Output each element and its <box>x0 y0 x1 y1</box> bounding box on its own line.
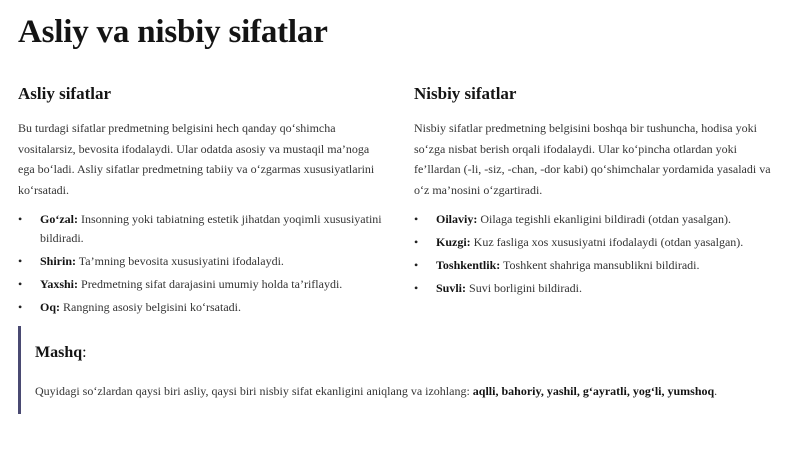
bullet-icon: • <box>18 212 23 226</box>
exercise-box <box>18 326 781 414</box>
item-term: Kuzgi: <box>436 235 471 249</box>
list-item <box>414 233 780 252</box>
item-text: Suvi borligini bildiradi. <box>466 281 583 295</box>
item-text: Predmetning sifat darajasini umumiy holda ta’riflaydi. <box>78 277 343 291</box>
bullet-icon: • <box>414 281 419 295</box>
asliy-paragraph: Bu turdagi sifatlar predmetning belgisini hech qanday qo‘shimcha vositalarsiz, bevosita ifodalaydi. Ular odatda asosiy va mustaqil ma’noga ega bo‘ladi. Asliy sifatlar predmetning tabiiy va o‘zgarmas xususiyatlarini ko‘rsatadi. <box>18 121 375 197</box>
nisbiy-section <box>414 84 780 302</box>
bullet-icon: • <box>414 235 419 249</box>
list-item <box>18 252 386 271</box>
item-text: Kuz fasliga xos xususiyatni ifodalaydi (otdan yasalgan). <box>470 235 744 249</box>
item-text: Rangning asosiy belgisini ko‘rsatadi. <box>60 300 241 314</box>
exercise-instruction: Quyidagi so‘zlardan qaysi biri asliy, qaysi biri nisbiy sifat ekanligini aniqlang va izohlang: <box>35 384 473 398</box>
item-text: Oilaga tegishli ekanligini bildiradi (otdan yasalgan). <box>477 212 731 226</box>
bullet-icon: • <box>18 277 23 291</box>
nisbiy-list <box>414 210 780 298</box>
exercise-text <box>35 383 717 399</box>
nisbiy-heading: Nisbiy sifatlar <box>414 84 517 103</box>
list-item <box>18 298 386 317</box>
item-text: Insonning yoki tabiatning estetik jihatdan yoqimli xususiyatini bildiradi. <box>40 212 382 245</box>
item-text: Ta’mning bevosita xususiyatini ifodalaydi. <box>76 254 284 268</box>
item-term: Toshkentlik: <box>436 258 501 272</box>
item-term: Go‘zal: <box>40 212 78 226</box>
list-item <box>414 279 780 298</box>
list-item <box>414 256 780 275</box>
bullet-icon: • <box>18 300 23 314</box>
bullet-icon: • <box>18 254 23 268</box>
item-term: Oq: <box>40 300 61 314</box>
asliy-list <box>18 210 386 317</box>
exercise-heading-text: Mashq <box>35 344 83 361</box>
item-term: Shirin: <box>40 254 77 268</box>
exercise-end: . <box>714 384 718 398</box>
exercise-heading <box>35 344 87 362</box>
item-term: Suvli: <box>436 281 467 295</box>
item-term: Oilaviy: <box>436 212 478 226</box>
asliy-section <box>18 84 386 321</box>
list-item <box>18 275 386 294</box>
list-item <box>414 210 780 229</box>
asliy-heading: Asliy sifatlar <box>18 84 112 103</box>
item-term: Yaxshi: <box>40 277 79 291</box>
list-item <box>18 210 386 248</box>
bullet-icon: • <box>414 212 419 226</box>
item-text: Toshkent shahriga mansublikni bildiradi. <box>500 258 700 272</box>
nisbiy-paragraph: Nisbiy sifatlar predmetning belgisini boshqa bir tushuncha, hodisa yoki so‘zga nisbat berish orqali ifodalaydi. Ular ko‘pincha otlardan yoki fe’llardan (-li, -siz, -chan, -dor kabi) qo‘shimchalar yordamida yasaladi va o‘z ma’nosini o‘zgartiradi. <box>414 121 771 197</box>
exercise-heading-colon: : <box>82 344 87 361</box>
exercise-words: aqlli, bahoriy, yashil, g‘ayratli, yog‘li, yumshoq <box>472 384 715 398</box>
bullet-icon: • <box>414 258 419 272</box>
page-title: Asliy va nisbiy sifatlar <box>18 14 328 50</box>
